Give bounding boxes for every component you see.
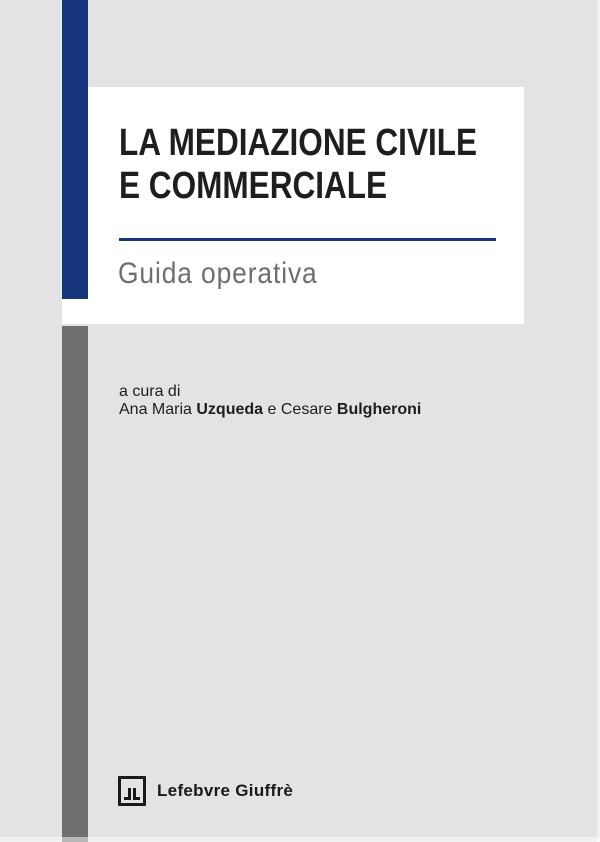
- author-1-given-name: Ana Maria: [119, 401, 192, 418]
- title-card: [62, 87, 524, 324]
- authors-intro: a cura di: [119, 383, 181, 400]
- authors-block: [119, 383, 421, 419]
- subtitle: Guida operativa: [118, 257, 318, 290]
- title-line-1: LA MEDIAZIONE CIVILE: [119, 122, 478, 164]
- author-2-given-name: Cesare: [280, 401, 333, 418]
- authors-conjunction: e: [267, 401, 277, 418]
- publisher-name: Lefebvre Giuffrè: [157, 781, 294, 800]
- jl-monogram-right-glyph: [133, 788, 140, 800]
- authors-names: [119, 401, 421, 419]
- jl-square-monogram-icon: [118, 776, 146, 806]
- title-line-2: E COMMERCIALE: [119, 165, 388, 207]
- author-2-surname: Bulgheroni: [336, 401, 422, 418]
- page-edge-highlight-bottom: [0, 837, 600, 842]
- author-1-surname: Uzqueda: [196, 401, 264, 418]
- publisher-block: [118, 776, 293, 806]
- book-title: [119, 122, 477, 208]
- blue-accent-bar: [62, 0, 88, 299]
- jl-monogram-left-glyph: [124, 788, 131, 800]
- title-divider-rule: [119, 238, 496, 241]
- gray-spine-bar: [62, 326, 88, 842]
